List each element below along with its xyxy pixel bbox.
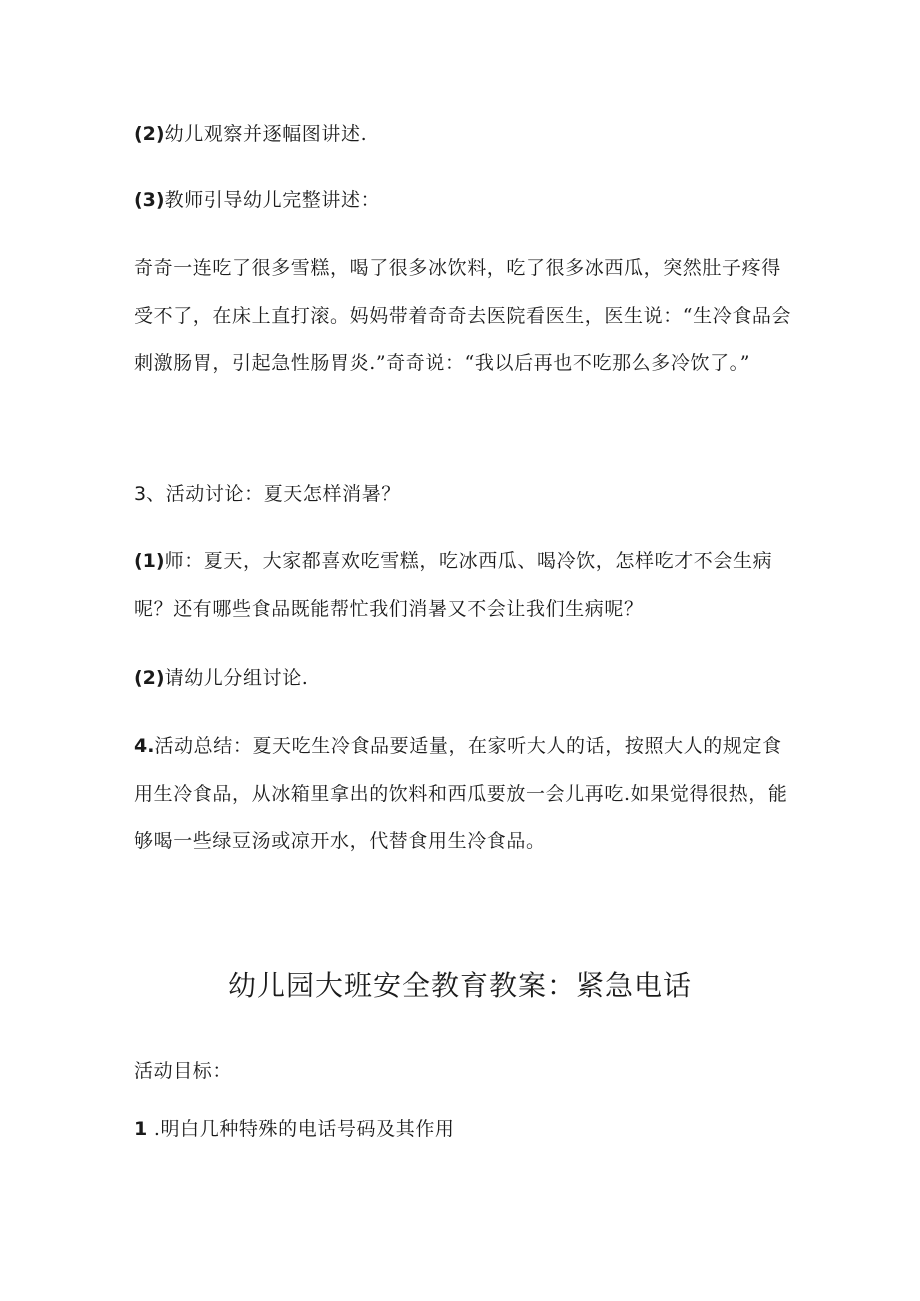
paragraph-text: 教师引导幼儿完整讲述：	[164, 189, 381, 211]
discussion-heading-paragraph	[134, 471, 794, 519]
objective-item-1	[134, 1106, 794, 1154]
item-number: 3	[134, 483, 147, 505]
group-discussion-paragraph	[134, 655, 794, 703]
story-paragraph: 奇奇一连吃了很多雪糕，喝了很多冰饮料，吃了很多冰西瓜，突然肚子疼得受不了，在床上直打滚。妈妈带着奇奇去医院看医生，医生说：“生冷食品会刺激肠胃，引起急性肠胃炎.”奇奇说：“我以后再也不吃那么多冷饮了。”	[134, 257, 792, 374]
paragraph-text: 幼儿观察并逐幅图讲述.	[164, 123, 368, 145]
summary-paragraph	[134, 723, 794, 866]
item-number: (1)	[134, 550, 165, 572]
item-number: 1	[134, 1118, 148, 1140]
paragraph-text: 活动总结：夏天吃生冷食品要适量，在家听大人的话，按照大人的规定食用生冷食品，从冰箱里拿出的饮料和西瓜要放一会儿再吃.如果觉得很热，能够喝一些绿豆汤或凉开水，代替食用生冷食品。	[134, 735, 788, 852]
paragraph-text: .明白几种特殊的电话号码及其作用	[147, 1118, 455, 1140]
objectives-label: 活动目标：	[134, 1060, 233, 1082]
teacher-question-paragraph	[134, 538, 794, 633]
item-number: (2)	[134, 667, 165, 689]
lesson-title: 幼儿园大班安全教育教案：紧急电话	[227, 969, 692, 1002]
item-number: 4.	[134, 735, 155, 757]
paragraph-text: 、活动讨论：夏天怎样消暑？	[146, 483, 401, 505]
paragraph-text: 师：夏天，大家都喜欢吃雪糕，吃冰西瓜、喝冷饮，怎样吃才不会生病呢？还有哪些食品既能帮忙我们消暑又不会让我们生病呢？	[134, 550, 773, 620]
step-guide-paragraph	[134, 177, 794, 225]
item-number: (2)	[134, 123, 165, 145]
paragraph-text: 请幼儿分组讨论.	[164, 667, 309, 689]
step-observe-paragraph	[134, 111, 794, 159]
item-number: (3)	[134, 189, 165, 211]
